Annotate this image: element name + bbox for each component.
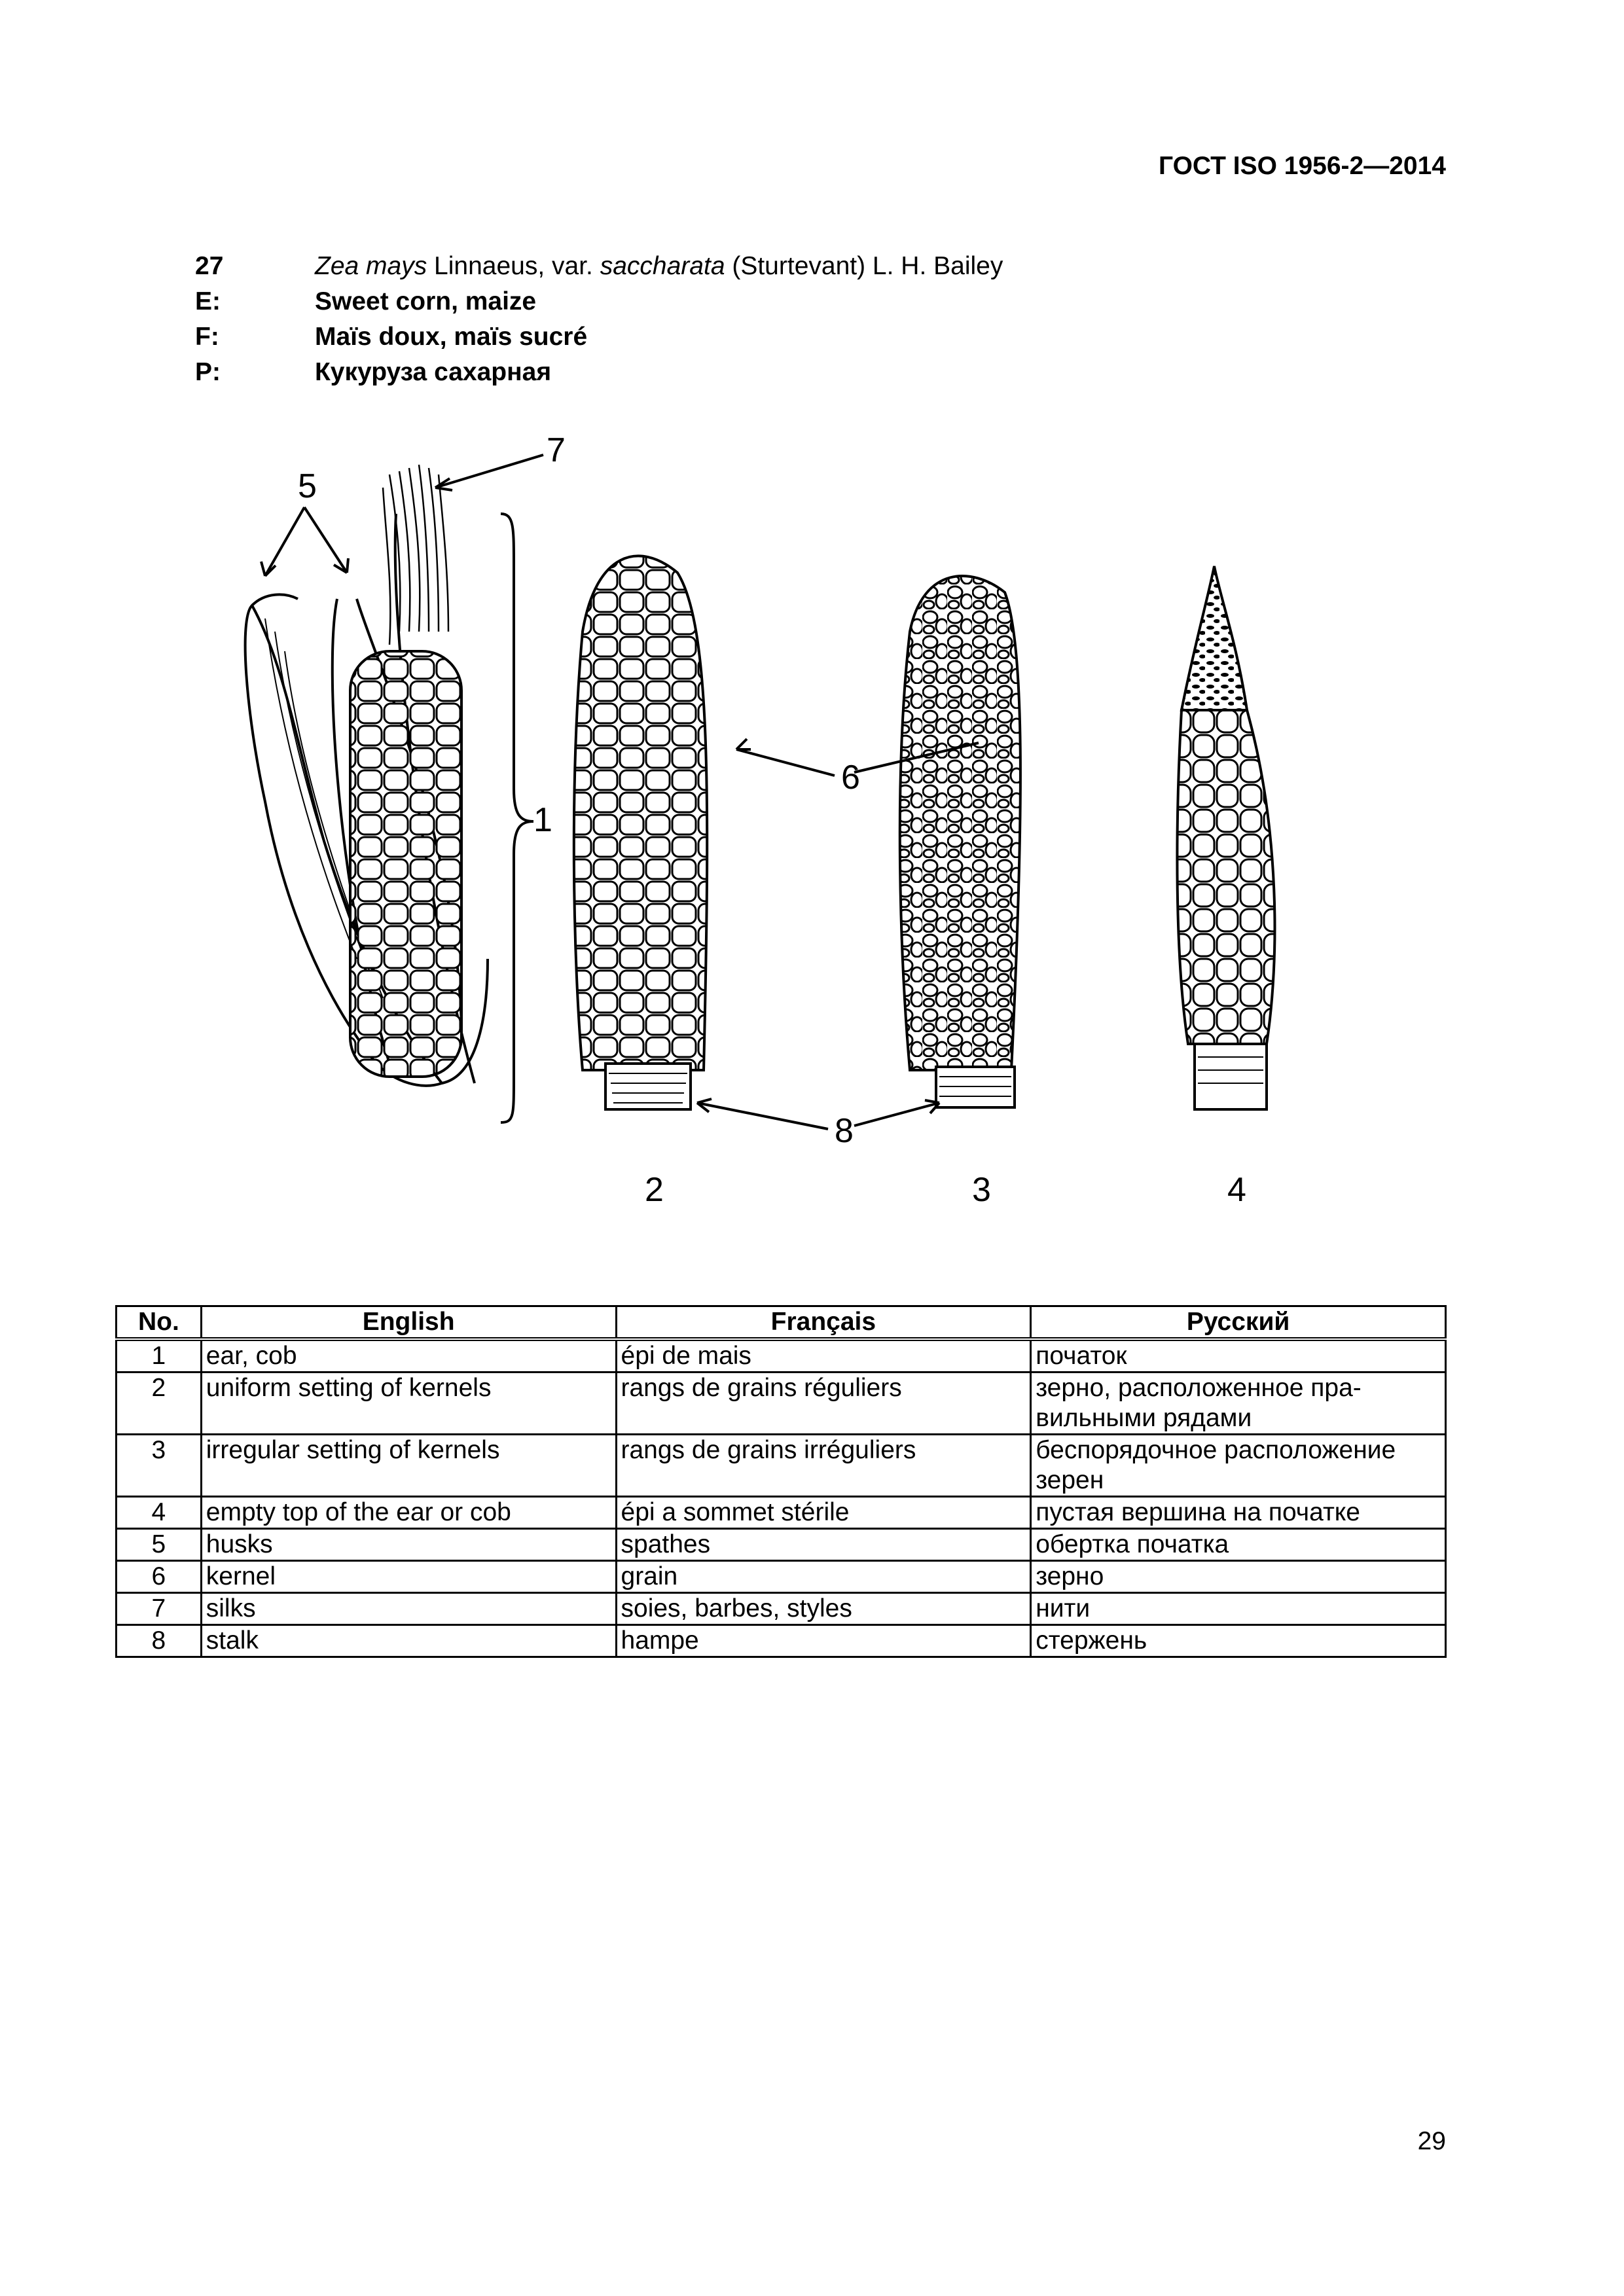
- cell-no: 2: [117, 1372, 202, 1435]
- cell-french: rangs de grains irréguliers: [616, 1435, 1031, 1497]
- callout-6: 6: [841, 759, 860, 797]
- ear-irregular-drawing: [900, 576, 1020, 1107]
- entry-line-russian: [195, 355, 1003, 390]
- callout-5: 5: [298, 467, 317, 505]
- cell-no: 6: [117, 1561, 202, 1593]
- cell-french: épi de mais: [616, 1339, 1031, 1372]
- callout-4: 4: [1227, 1171, 1246, 1209]
- cell-russian: зерно, расположенное пра-вильными рядами: [1031, 1372, 1446, 1435]
- ear-empty-top-drawing: [1177, 566, 1274, 1109]
- cell-no: 5: [117, 1529, 202, 1561]
- cell-french: épi a sommet stérile: [616, 1497, 1031, 1529]
- table-row: [117, 1625, 1446, 1657]
- header-english: English: [201, 1306, 616, 1340]
- cell-english: uniform setting of kernels: [201, 1372, 616, 1435]
- cell-english: silks: [201, 1593, 616, 1625]
- author-part-2: (Sturtevant) L. H. Bailey: [725, 252, 1003, 280]
- header-russian: Русский: [1031, 1306, 1446, 1340]
- entry-line-french: [195, 319, 1003, 355]
- table-row: [117, 1561, 1446, 1593]
- cell-russian: пустая вершина на початке: [1031, 1497, 1446, 1529]
- callout-3: 3: [972, 1171, 991, 1209]
- callout-2: 2: [645, 1171, 664, 1209]
- species-entry: [195, 249, 1003, 390]
- common-name-french: Maïs doux, maïs sucré: [315, 323, 588, 351]
- cell-no: 7: [117, 1593, 202, 1625]
- lang-code-p: P:: [195, 358, 221, 386]
- variety-name: saccharata: [600, 252, 725, 280]
- table-header-row: [117, 1306, 1446, 1340]
- cell-no: 1: [117, 1339, 202, 1372]
- callout-8: 8: [835, 1112, 854, 1150]
- cell-french: hampe: [616, 1625, 1031, 1657]
- cell-english: ear, cob: [201, 1339, 616, 1372]
- lang-code-e: E:: [195, 287, 221, 315]
- table-row: [117, 1339, 1446, 1372]
- callout-1: 1: [533, 801, 552, 839]
- ear-uniform-drawing: [574, 556, 707, 1109]
- author-part-1: Linnaeus, var.: [427, 252, 600, 280]
- table-row: [117, 1435, 1446, 1497]
- sweet-corn-illustration: [226, 435, 1332, 1280]
- cell-no: 4: [117, 1497, 202, 1529]
- cell-russian: початок: [1031, 1339, 1446, 1372]
- cell-english: stalk: [201, 1625, 616, 1657]
- cell-russian: стержень: [1031, 1625, 1446, 1657]
- terms-table: [115, 1305, 1447, 1658]
- cell-french: soies, barbes, styles: [616, 1593, 1031, 1625]
- cell-russian: беспорядочное расположение зерен: [1031, 1435, 1446, 1497]
- common-name-english: Sweet corn, maize: [315, 287, 537, 315]
- entry-line-english: [195, 284, 1003, 319]
- header-no: No.: [117, 1306, 202, 1340]
- entry-scientific-row: [195, 249, 1003, 284]
- ear-with-husks-drawing: [245, 465, 488, 1086]
- genus-species: Zea mays: [315, 252, 427, 280]
- table-row: [117, 1372, 1446, 1435]
- scientific-name: [315, 249, 1003, 284]
- cell-french: rangs de grains réguliers: [616, 1372, 1031, 1435]
- page-number: 29: [1417, 2127, 1446, 2155]
- table-row: [117, 1497, 1446, 1529]
- cell-russian: зерно: [1031, 1561, 1446, 1593]
- common-name-russian: Кукуруза сахарная: [315, 358, 552, 386]
- callout-7: 7: [547, 435, 566, 469]
- cell-english: kernel: [201, 1561, 616, 1593]
- cell-russian: обертка початка: [1031, 1529, 1446, 1561]
- document-header-code: ГОСТ ISO 1956-2—2014: [1159, 152, 1446, 180]
- header-french: Français: [616, 1306, 1031, 1340]
- table-row: [117, 1593, 1446, 1625]
- cell-english: irregular setting of kernels: [201, 1435, 616, 1497]
- cell-french: grain: [616, 1561, 1031, 1593]
- cell-no: 3: [117, 1435, 202, 1497]
- entry-number: 27: [195, 252, 224, 280]
- cell-french: spathes: [616, 1529, 1031, 1561]
- lang-code-f: F:: [195, 323, 219, 351]
- cell-no: 8: [117, 1625, 202, 1657]
- table-row: [117, 1529, 1446, 1561]
- cell-english: husks: [201, 1529, 616, 1561]
- cell-english: empty top of the ear or cob: [201, 1497, 616, 1529]
- cell-russian: нити: [1031, 1593, 1446, 1625]
